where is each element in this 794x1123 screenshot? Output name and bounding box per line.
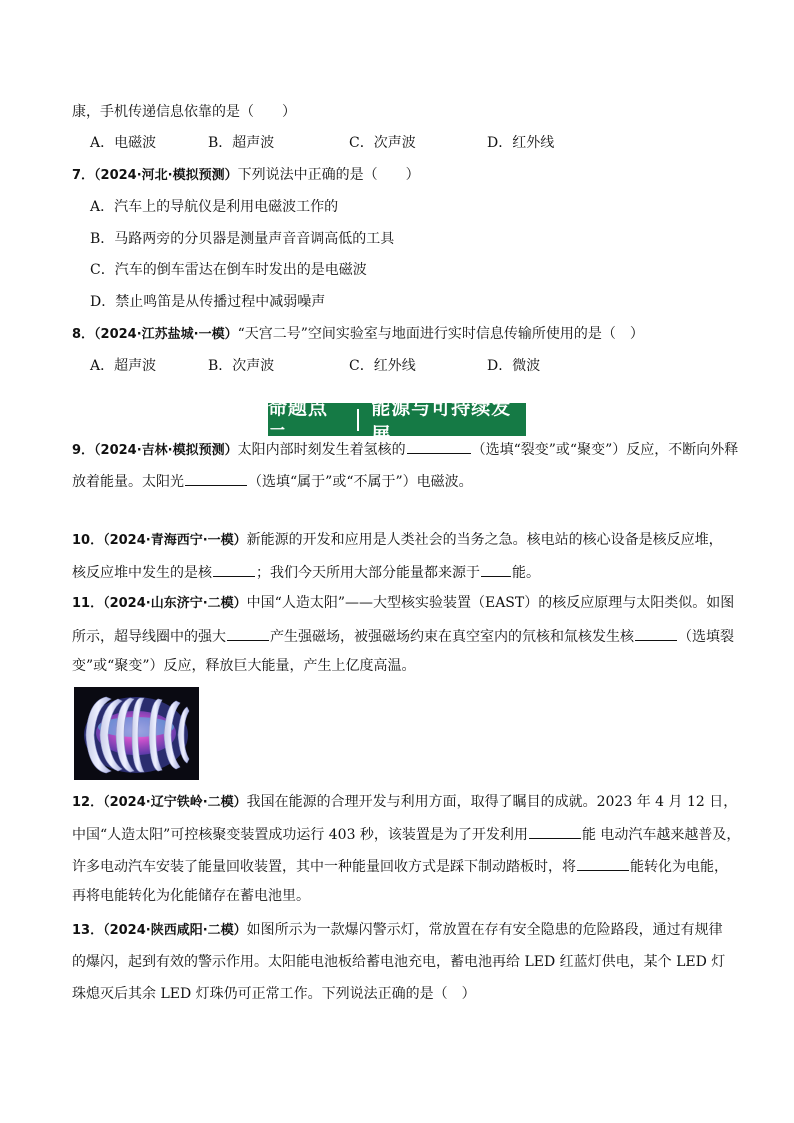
q12-line-4: 再将电能转化为化能储存在蓄电池里。 — [72, 888, 310, 904]
q10-blank-2[interactable] — [481, 561, 511, 577]
q13-text-1: 如图所示为一款爆闪警示灯，常放置在存有安全隐患的危险路段，通过有规律 — [246, 922, 723, 938]
q9-source: （2024·吉林·模拟预测） — [94, 443, 238, 458]
q9-blank-2[interactable] — [185, 470, 247, 486]
section-heading — [268, 396, 526, 446]
q8-option-c: C．红外线 — [349, 358, 416, 374]
q6-option-a: A．电磁波 — [90, 135, 157, 151]
q8-option-d: D．微波 — [487, 358, 541, 374]
q9-number: 9． — [72, 443, 95, 458]
q7-option-c: C．汽车的倒车雷达在倒车时发出的是电磁波 — [90, 262, 367, 278]
q12-blank-1[interactable] — [529, 823, 581, 839]
q12-text-3b: 能转化为电能， — [630, 859, 728, 875]
q11-number: 11． — [72, 596, 104, 611]
q12-text-1: 我国在能源的合理开发与利用方面，取得了瞩目的成就。2023 年 4 月 12 日， — [246, 794, 738, 810]
q10-text-2c: 能。 — [512, 565, 540, 581]
q13-line-3: 珠熄灭后其余 LED 灯珠仍可正常工作。下列说法正确的是（ ） — [72, 986, 476, 1002]
q6-option-b: B．超声波 — [208, 135, 275, 151]
q11-line-2 — [72, 625, 734, 647]
q11-text-2a: 所示，超导线圈中的强大 — [72, 629, 226, 645]
q7-source: （2024·河北·模拟预测） — [94, 168, 238, 183]
section-heading-left: 命题点二 — [268, 396, 329, 446]
q8-text: “天宫二号”空间实验室与地面进行实时信息传输所使用的是（ ） — [237, 326, 644, 342]
q7-stem — [72, 165, 420, 186]
q12-text-2a: 中国“人造太阳”可控核聚变装置成功运行 403 秒，该装置是为了开发利用 — [72, 827, 528, 843]
q13-line-1 — [72, 920, 723, 941]
q6-stem: 康，手机传递信息依靠的是（ ） — [72, 104, 296, 120]
q11-blank-1[interactable] — [227, 625, 269, 641]
q11-text-2c: （选填裂 — [678, 629, 734, 645]
q13-line-2: 的爆闪，起到有效的警示作用。太阳能电池板给蓄电池充电，蓄电池再给 LED 红蓝灯供电，某个 LED 灯 — [72, 954, 726, 970]
q10-source: （2024·青海西宁·一模） — [103, 533, 247, 548]
q10-number: 10． — [72, 533, 104, 548]
q6-option-c: C．次声波 — [349, 135, 416, 151]
q11-line-1 — [72, 593, 734, 614]
q9-text-2a: 放着能量。太阳光 — [72, 474, 184, 490]
q13-number: 13． — [72, 923, 104, 938]
q7-option-b: B．马路两旁的分贝器是测量声音音调高低的工具 — [90, 231, 395, 247]
q8-number: 8． — [72, 327, 95, 342]
q8-option-a: A．超声波 — [90, 358, 157, 374]
q8-source: （2024·江苏盐城·一模） — [94, 327, 238, 342]
q11-text-1: 中国“人造太阳”——大型核实验装置（EAST）的核反应原理与太阳类似。如图 — [246, 595, 735, 611]
section-heading-divider — [357, 409, 359, 431]
q8-option-b: B．次声波 — [208, 358, 275, 374]
q9-text-1b: （选填“裂变”或“聚变”）反应，不断向外释 — [471, 442, 739, 458]
q9-line-1 — [72, 438, 738, 461]
q12-text-3a: 许多电动汽车安装了能量回收装置，其中一种能量回收方式是踩下制动踏板时，将 — [72, 859, 576, 875]
q7-option-d: D．禁止鸣笛是从传播过程中减弱噪声 — [90, 294, 326, 310]
q10-blank-1[interactable] — [213, 561, 255, 577]
q9-text-2b: （选填“属于”或“不属于”）电磁波。 — [248, 474, 473, 490]
q13-source: （2024·陕西咸阳·二模） — [103, 923, 247, 938]
q7-option-a: A．汽车上的导航仪是利用电磁波工作的 — [90, 199, 339, 215]
q10-line-2 — [72, 561, 540, 583]
q10-text-1: 新能源的开发和应用是人类社会的当务之急。核电站的核心设备是核反应堆， — [246, 532, 723, 548]
q10-line-1 — [72, 530, 723, 551]
q11-line-3: 变”或“聚变”）反应，释放巨大能量，产生上亿度高温。 — [72, 658, 416, 674]
q10-text-2b: ；我们今天所用大部分能量都来源于 — [256, 565, 480, 581]
q9-text-1a: 太阳内部时刻发生着氢核的 — [237, 442, 406, 458]
q7-text: 下列说法中正确的是（ ） — [237, 167, 420, 183]
tokamak-illustration — [74, 687, 199, 780]
q6-option-d: D．红外线 — [487, 135, 555, 151]
q7-number: 7． — [72, 168, 95, 183]
q12-text-2b: 能 电动汽车越来越普及， — [581, 827, 741, 843]
q12-line-2 — [72, 823, 740, 845]
section-heading-right: 能源与可持续发展 — [371, 396, 512, 446]
q11-text-2b: 产生强磁场，被强磁场约束在真空室内的氘核和氚核发生核 — [270, 629, 634, 645]
q8-stem — [72, 324, 644, 345]
q9-line-2 — [72, 470, 473, 492]
tokamak-figure — [74, 687, 199, 780]
q12-number: 12． — [72, 795, 104, 810]
q10-text-2a: 核反应堆中发生的是核 — [72, 565, 212, 581]
q11-source: （2024·山东济宁·二模） — [103, 596, 247, 611]
q12-blank-2[interactable] — [577, 855, 629, 871]
q12-line-1 — [72, 792, 737, 813]
q12-source: （2024·辽宁铁岭·二模） — [103, 795, 247, 810]
q9-blank-1[interactable] — [407, 438, 471, 454]
q11-blank-2[interactable] — [635, 625, 677, 641]
q12-line-3 — [72, 855, 728, 877]
